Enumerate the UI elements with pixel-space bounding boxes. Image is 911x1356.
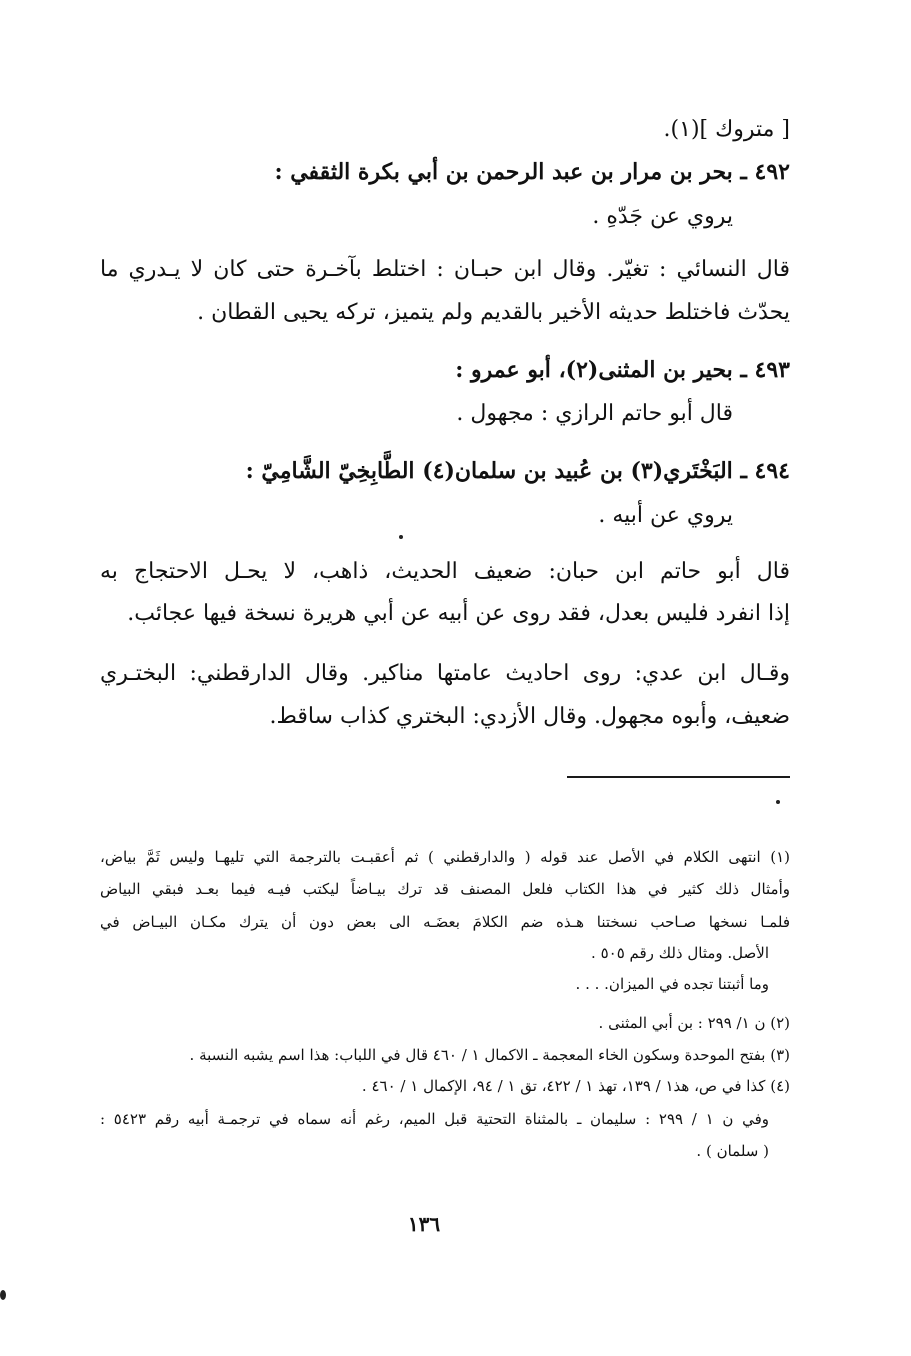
footnote-4-continuation-line-2: ( سلمان ) . (696, 1142, 769, 1160)
entry-494-paragraph-2-line-1: وقـال ابن عدي: روى احاديث عامتها مناكير. وقال الدارقطني: البختـري (100, 661, 790, 686)
entry-494-paragraph-2-line-2: ضعيف، وأبوه مجهول. وقال الأزدي: البختري كذاب ساقط. (269, 704, 790, 729)
footnote-4-continuation-line-1: وفي ن ١ / ٢٩٩ : سليمان ـ بالمثناة التحتية قبل الميم، رغم أنه سماه في ترجمـة أبيه رقم ٥٤٢٣ : (100, 1110, 769, 1128)
footnote-4: (٤) كذا في ص، هذ١ / ١٣٩، تهذ ١ / ٤٢٢، تق ١ / ٩٤، الإكمال ١ / ٤٦٠ . (361, 1077, 790, 1095)
footnote-1-line-1: (١) انتهى الكلام في الأصل عند قوله ( والدارقطني ) ثم أعقبـت بالترجمة التي تليهـا وليس ثَمَّ بياض، (100, 848, 790, 866)
page-number: ١٣٦ (407, 1212, 441, 1236)
footnote-1-line-4: الأصل. ومثال ذلك رقم ٥٠٥ . (591, 944, 769, 962)
entry-492-narrates: يروي عن جَدّهِ . (592, 204, 733, 229)
footnote-3: (٣) بفتح الموحدة وسكون الخاء المعجمة ـ الاكمال ١ / ٤٦٠ قال في اللباب: هذا اسم يشبه النسبة . (189, 1046, 790, 1064)
footnote-2: (٢) ن ١/ ٢٩٩ : بن أبي المثنى . (598, 1014, 790, 1032)
entry-493-heading: ٤٩٣ ـ بحير بن المثنى(٢)، أبو عمرو : (455, 357, 790, 383)
carryover-text: [ متروك ](١). (663, 117, 790, 142)
entry-494-narrates: يروي عن أبيه . (598, 503, 733, 528)
entry-492-heading: ٤٩٢ ـ بحر بن مرار بن عبد الرحمن بن أبي بكرة الثقفي : (274, 159, 790, 185)
entry-494-paragraph-1-line-1: قال أبو حاتم ابن حبان: ضعيف الحديث، ذاهب، لا يحـل الاحتجاج به (100, 559, 790, 584)
entry-494-paragraph-1-line-2: إذا انفرد فليس بعدل، فقد روى عن أبيه عن أبي هريرة نسخة فيها عجائب. (127, 601, 790, 626)
entry-492-paragraph-line-1: قال النسائي : تغيّر. وقال ابن حبـان : اختلط بآخـرة حتى كان لا يـدري ما (100, 257, 790, 282)
entry-492-paragraph-line-2: يحدّث فاختلط حديثه الأخير بالقديم ولم يتميز، تركه يحيى القطان . (197, 300, 790, 325)
scan-speck (776, 800, 780, 804)
scan-speck (0, 1290, 6, 1300)
footnote-1-line-2: وأمثال ذلك كثير في هذا الكتاب فلعل المصنف قد ترك بيـاضاً ليكتب فيـه فيما بعـد فبقي البياض (100, 880, 790, 898)
entry-494-heading: ٤٩٤ ـ البَخْتَري(٣) بن عُبيد بن سلمان(٤) الطَّابِخِيّ الشَّامِيّ : (245, 458, 790, 484)
scan-speck (399, 535, 403, 539)
footnote-separator (567, 776, 790, 778)
footnote-1-line-3: فلمـا نسخها صـاحب نسختنا هـذه ضم الكلامَ بعضَـه الى بعض دون أن يترك مكـان البيـاض في (100, 913, 790, 931)
footnote-1-line-5: وما أثبتنا تجده في الميزان. . . . (575, 975, 769, 993)
entry-493-narrates: قال أبو حاتم الرازي : مجهول . (456, 401, 733, 426)
